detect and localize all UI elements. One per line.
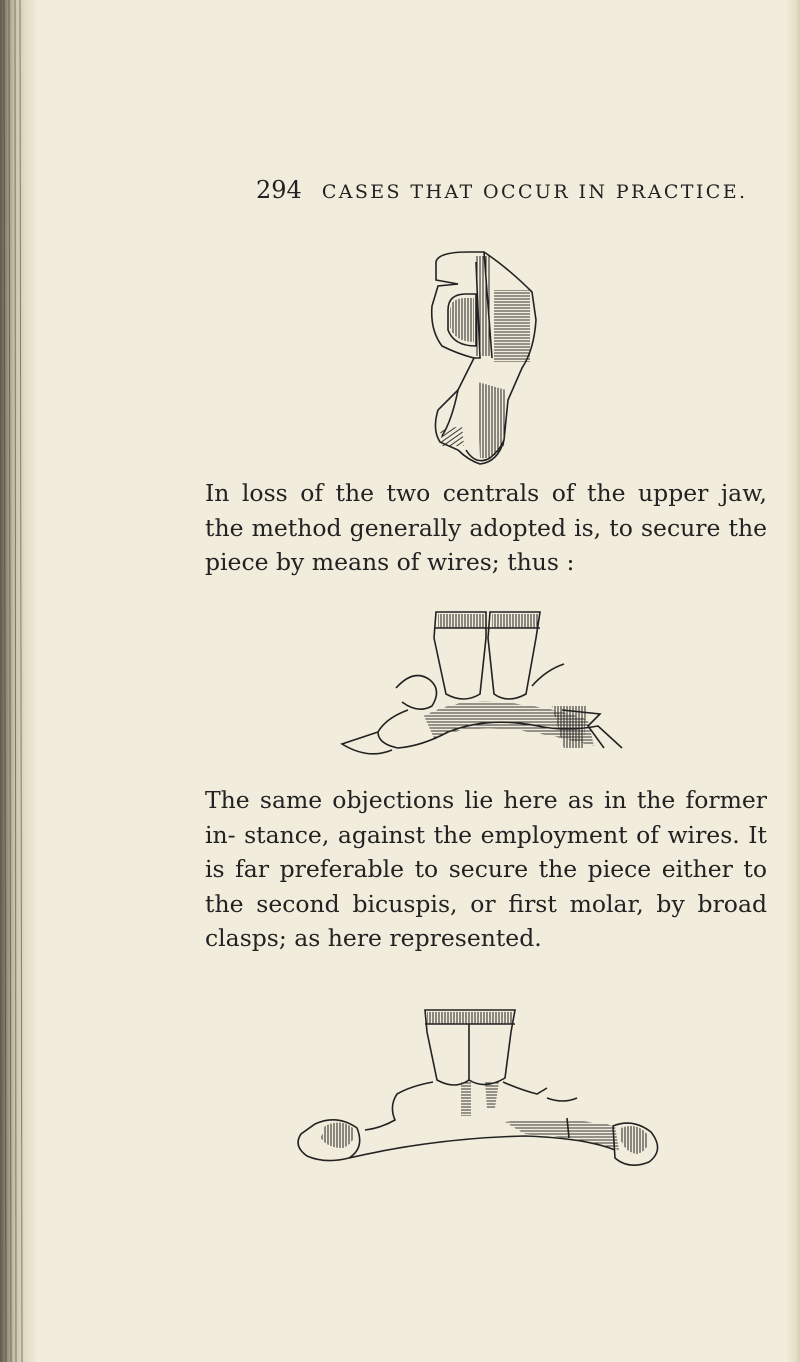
- figure-centrals-with-wires: [338, 598, 628, 764]
- figure-tooth-plate: [428, 250, 546, 472]
- page-number: 294: [256, 176, 302, 204]
- running-header: [256, 176, 748, 204]
- paragraph-broad-clasps: The same objections lie here as in the former in- stance, against the employment of wires. It is far preferable to secure the piece either to the second bicuspis, or first molar, by broad clasps; as here represented.: [205, 786, 767, 952]
- spine-texture: [0, 0, 38, 1362]
- paragraph-wires-method: In loss of the two centrals of the upper jaw, the method generally adopted is, to secure the piece by means of wires; thus :: [205, 479, 767, 576]
- running-title: CASES THAT OCCUR IN PRACTICE.: [321, 181, 748, 203]
- page-edge: [786, 0, 800, 1362]
- book-spine-shadow: [0, 0, 38, 1362]
- figure-broad-clasps: [285, 998, 665, 1168]
